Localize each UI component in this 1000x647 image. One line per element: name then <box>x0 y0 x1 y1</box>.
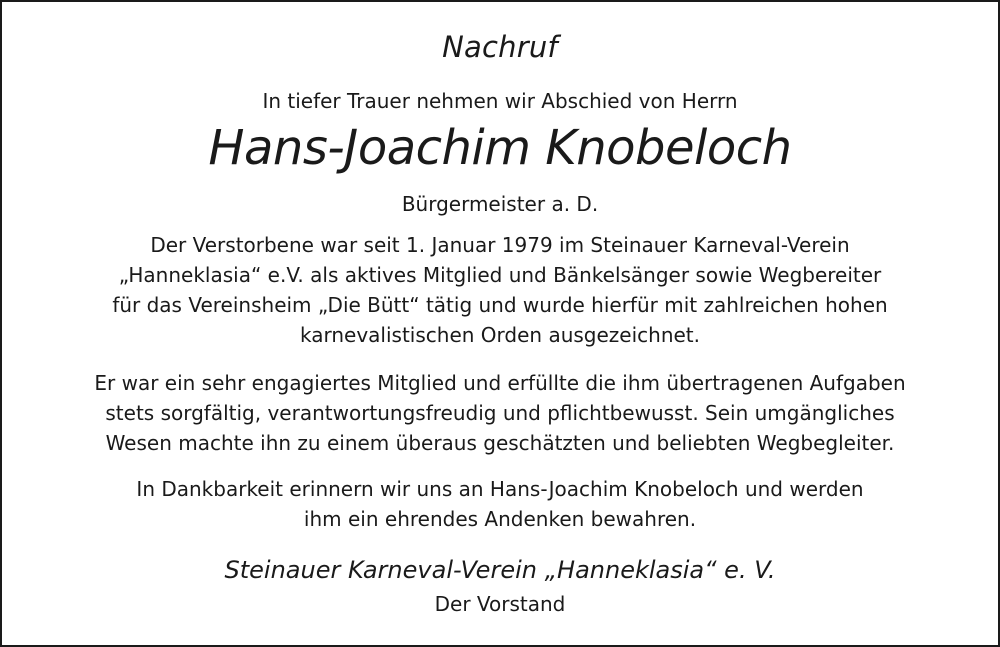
paragraph-line: „Hanneklasia“ e.V. als aktives Mitglied und Bänkelsänger sowie Wegbereiter <box>118 263 882 287</box>
paragraph-membership <box>0 230 1000 350</box>
paragraph-line: karnevalistischen Orden ausgezeichnet. <box>300 323 700 347</box>
paragraph-line: ihm ein ehrendes Andenken bewahren. <box>303 507 697 531</box>
paragraph-line: Wesen machte ihn zu einem überaus geschätzten und beliebten Wegbegleiter. <box>105 431 895 455</box>
paragraph-line: Er war ein sehr engagiertes Mitglied und erfüllte die ihm übertragenen Aufgaben <box>94 371 906 395</box>
deceased-title: Bürgermeister a. D. <box>401 192 599 216</box>
paragraph-line: Der Verstorbene war seit 1. Januar 1979 im Steinauer Karneval-Verein <box>150 233 850 257</box>
organization-signature: Steinauer Karneval-Verein „Hanneklasia“ e. V. <box>224 556 776 584</box>
paragraph-line: In Dankbarkeit erinnern wir uns an Hans-Joachim Knobeloch und werden <box>136 477 864 501</box>
paragraph-line: für das Vereinsheim „Die Bütt“ tätig und wurde hierfür mit zahlreichen hohen <box>112 293 888 317</box>
notice-heading: Nachruf <box>442 30 558 64</box>
paragraph-character <box>0 368 1000 458</box>
paragraph-line: stets sorgfältig, verantwortungsfreudig und pflichtbewusst. Sein umgängliches <box>105 401 895 425</box>
paragraph-gratitude <box>0 474 1000 534</box>
intro-text: In tiefer Trauer nehmen wir Abschied von Herrn <box>262 89 738 113</box>
board-signature: Der Vorstand <box>434 592 566 616</box>
deceased-name: Hans-Joachim Knobeloch <box>208 120 792 176</box>
